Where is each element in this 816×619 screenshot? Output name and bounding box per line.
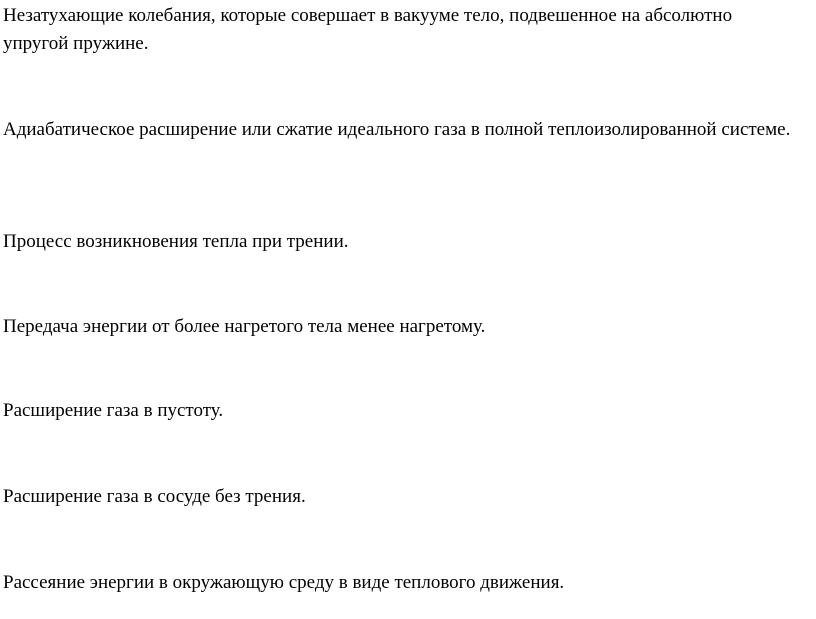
process-item-friction-heat: Процесс возникновения тепла при трении.	[3, 231, 349, 252]
process-item-frictionless-expansion: Расширение газа в сосуде без трения.	[3, 486, 306, 507]
process-item-undamped-oscillations: Незатухающие колебания, которые совершает в вакууме тело, подвешенное на абсолютно упругой пружине.	[3, 5, 733, 54]
process-item-adiabatic-expansion: Адиабатическое расширение или сжатие идеального газа в полной теплоизолированной системе.	[3, 119, 791, 140]
process-item-energy-dissipation: Рассеяние энергии в окружающую среду в виде теплового движения.	[3, 572, 565, 593]
process-item-free-expansion: Расширение газа в пустоту.	[3, 400, 224, 421]
process-item-heat-transfer: Передача энергии от более нагретого тела менее нагретому.	[3, 316, 486, 337]
